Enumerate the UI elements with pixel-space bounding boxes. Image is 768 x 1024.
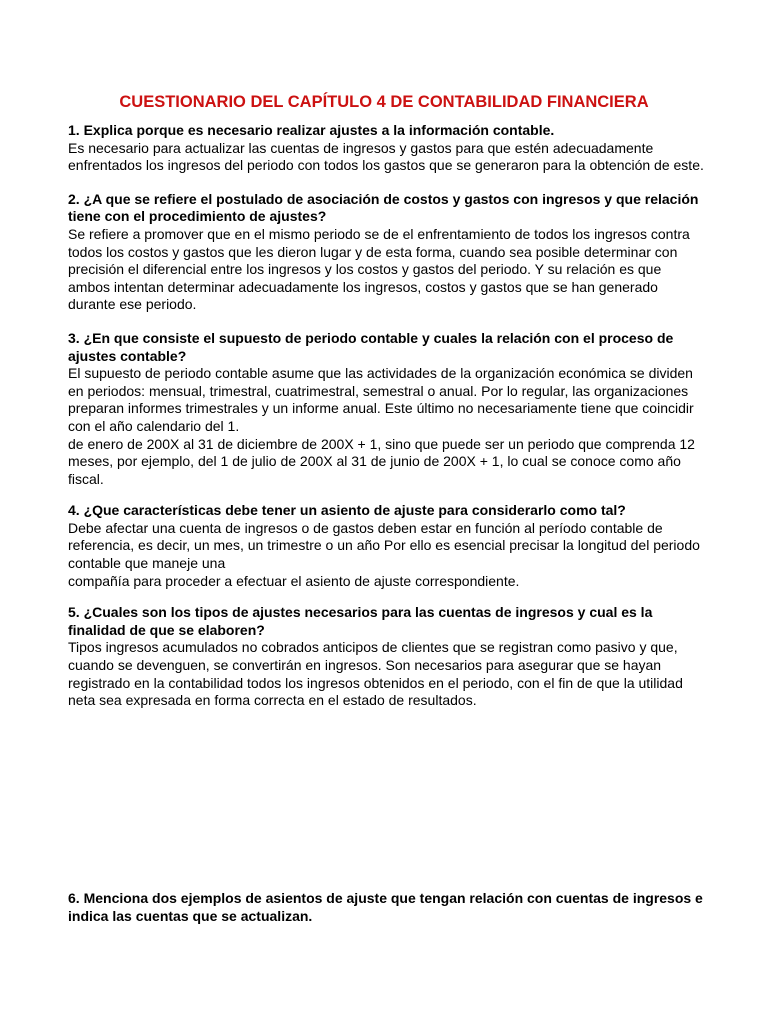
question-list xyxy=(68,122,704,710)
question-4-text: 4. ¿Que características debe tener un asiento de ajuste para considerarlo como tal? xyxy=(68,502,626,519)
answer-2-text: Se refiere a promover que en el mismo periodo se de el enfrentamiento de todos los ingresos contra todos los costos y gastos que les dieron lugar y de esta forma, cuando sea posible determinar con precisión el diferencial entre los ingresos y los costos y gastos del periodo. Y su relación es que ambos intentan determinar adecuadamente los ingresos, costos y gastos que se han generado durante ese periodo. xyxy=(68,225,690,313)
answer-4-text: Debe afectar una cuenta de ingresos o de gastos deben estar en función al período contable de referencia, es decir, un mes, un trimestre o un año Por ello es esencial precisar la longitud del periodo contable que maneje una xyxy=(68,519,700,572)
question-block-1 xyxy=(68,122,704,175)
answer-1-text: Es necesario para actualizar las cuentas de ingresos y gastos para que estén adecuadamente enfrentados los ingresos del periodo con todos los gastos que se generaron para la obtención de este. xyxy=(68,139,704,174)
answer-5-text: Tipos ingresos acumulados no cobrados anticipos de clientes que se registran como pasivo y que, cuando se devenguen, se convertirán en ingresos. Son necesarios para asegurar que se hayan registrado en la contabilidad todos los ingresos obtenidos en el periodo, con el fin de que la utilidad neta sea expresada en forma correcta en el estado de resultados. xyxy=(68,639,683,709)
document-title: CUESTIONARIO DEL CAPÍTULO 4 DE CONTABILIDAD FINANCIERA xyxy=(119,93,649,111)
answer-4-continued-text: compañía para proceder a efectuar el asiento de ajuste correspondiente. xyxy=(68,572,520,589)
question-block-5 xyxy=(68,604,704,710)
question-1-text: 1. Explica porque es necesario realizar ajustes a la información contable. xyxy=(68,122,555,138)
question-block-3 xyxy=(68,330,704,488)
question-block-6 xyxy=(68,890,704,925)
question-2-text: 2. ¿A que se refiere el postulado de asociación de costos y gastos con ingresos y que relación tiene con el procedimiento de ajustes? xyxy=(68,190,699,225)
question-3-text: 3. ¿En que consiste el supuesto de periodo contable y cuales la relación con el proceso de ajustes contable? xyxy=(68,329,674,364)
question-6-text: 6. Menciona dos ejemplos de asientos de ajuste que tengan relación con cuentas de ingresos e indica las cuentas que se actualizan. xyxy=(68,890,703,924)
answer-3-text: El supuesto de periodo contable asume que las actividades de la organización económica se dividen en periodos: mensual, trimestral, cuatrimestral, semestral o anual. Por lo regular, las organizaciones preparan informes trimestrales y un informe anual. Este último no necesariamente tiene que coincidir con el año calendario del 1. xyxy=(68,365,694,434)
answer-3-continued-text: de enero de 200X al 31 de diciembre de 200X + 1, sino que puede ser un periodo que comprenda 12 meses, por ejemplo, del 1 de julio de 200X al 31 de junio de 200X + 1, lo cual se conoce como año fiscal. xyxy=(68,435,695,487)
question-block-4 xyxy=(68,502,704,590)
question-block-2 xyxy=(68,191,704,314)
question-5-text: 5. ¿Cuales son los tipos de ajustes necesarios para las cuentas de ingresos y cual es la finalidad de que se elaboren? xyxy=(68,604,653,638)
